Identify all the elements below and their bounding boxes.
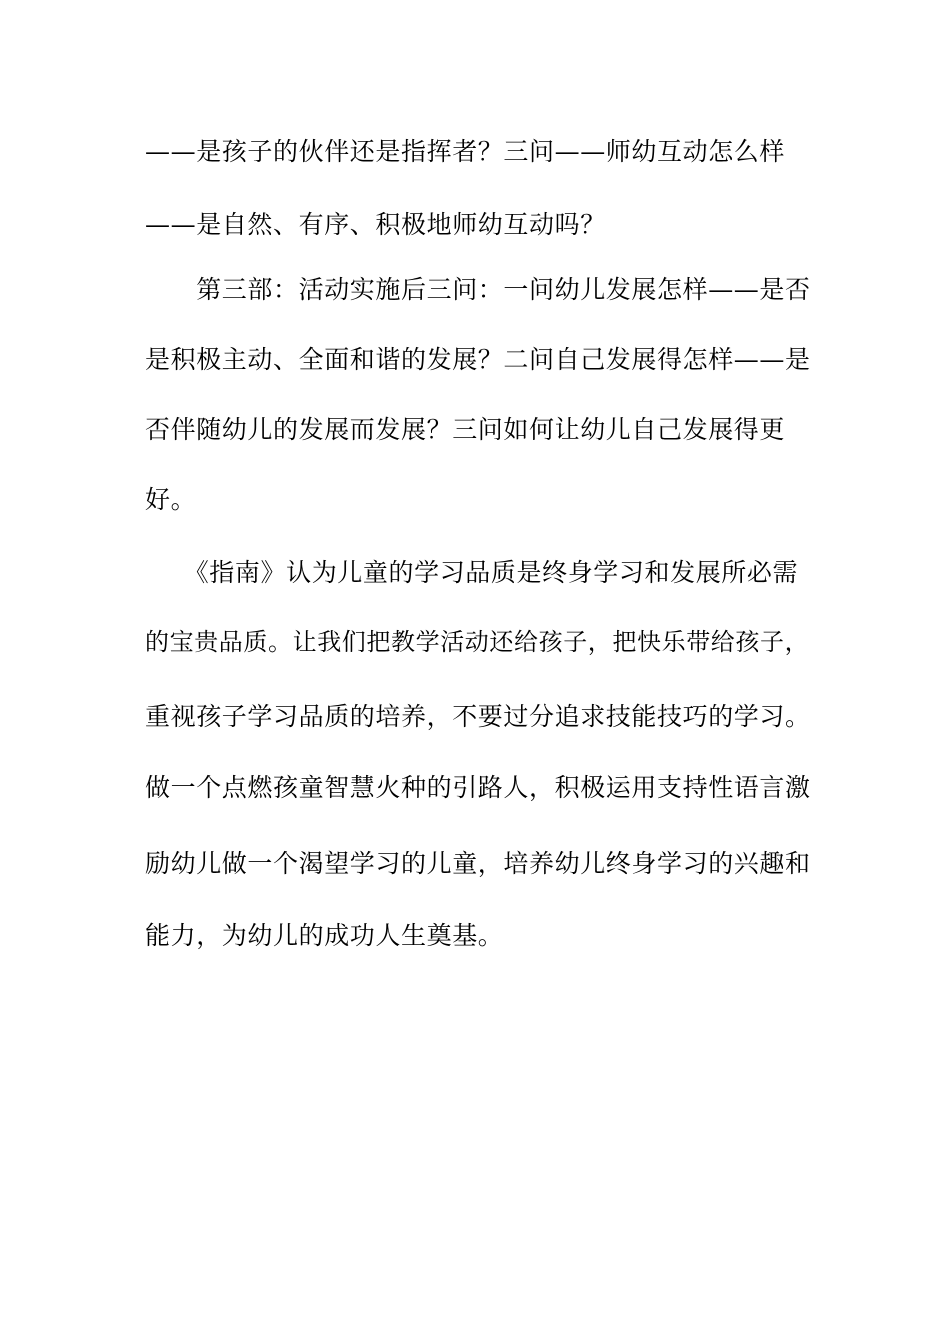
text-line: 否伴随幼儿的发展而发展？三问如何让幼儿自己发展得更	[145, 415, 786, 444]
text-line: 是积极主动、全面和谐的发展？二问自己发展得怎样——是	[145, 345, 811, 374]
text-line: 的宝贵品质。让我们把教学活动还给孩子，把快乐带给孩子，	[145, 628, 810, 656]
text-line: 第三部：活动实施后三问：一问幼儿发展怎样——是否	[145, 275, 811, 304]
text-line: 励幼儿做一个渴望学习的儿童，培养幼儿终身学习的兴趣和	[145, 849, 811, 878]
text-line: 做一个点燃孩童智慧火种的引路人，积极运用支持性语言激	[145, 773, 811, 802]
text-line: 重视孩子学习品质的培养，不要过分追求技能技巧的学习。	[145, 702, 811, 731]
text-line: ——是自然、有序、积极地师幼互动吗？	[145, 210, 606, 239]
text-line: 好。	[145, 485, 197, 514]
text-line: 《指南》认为儿童的学习品质是终身学习和发展所必需	[145, 558, 799, 587]
text-line: ——是孩子的伙伴还是指挥者？三问——师幼互动怎么样	[145, 137, 786, 166]
text-line: 能力，为幼儿的成功人生奠基。	[145, 921, 504, 950]
